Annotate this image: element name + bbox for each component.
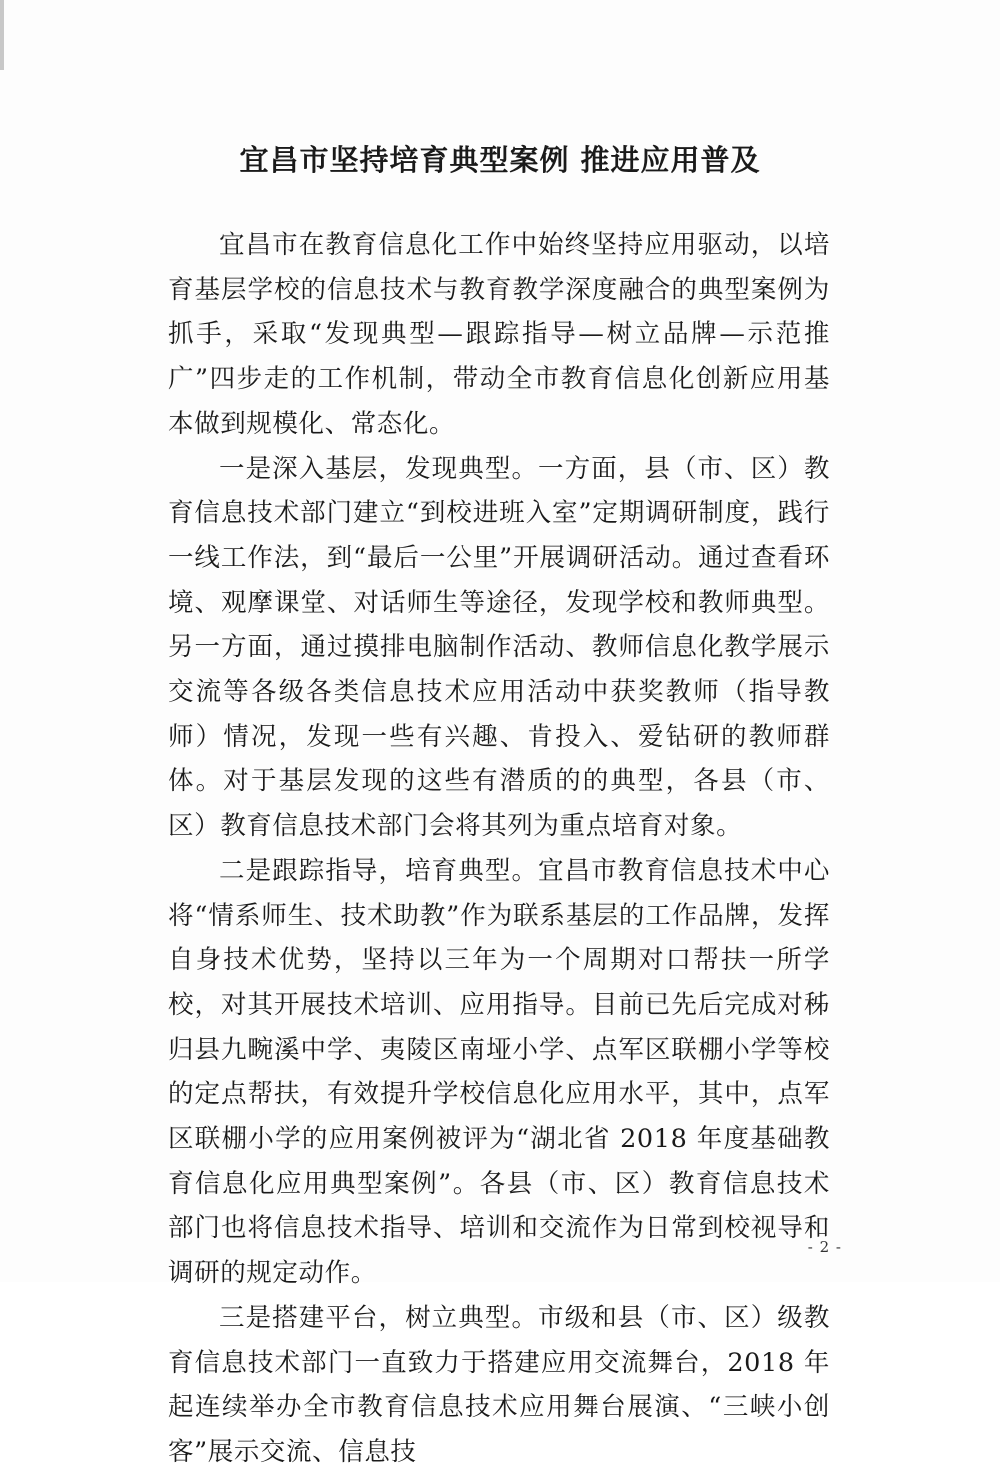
document-body [168, 223, 830, 1475]
document-title: 宜昌市坚持培育典型案例 推进应用普及 [239, 143, 761, 177]
page-number: - 2 - [807, 1238, 842, 1256]
paragraph-intro: 宜昌市在教育信息化工作中始终坚持应用驱动，以培育基层学校的信息技术与教育教学深度融合的典型案例为抓手，采取“发现典型—跟踪指导—树立品牌—示范推广”四步走的工作机制，带动全市教育信息化创新应用基本做到规模化、常态化。 [168, 230, 830, 439]
paragraph-discover-typical: 一是深入基层，发现典型。一方面，县（市、区）教育信息技术部门建立“到校进班入室”定期调研制度，践行一线工作法，到“最后一公里”开展调研活动。通过查看环境、观摩课堂、对话师生等途径，发现学校和教师典型。另一方面，通过摸排电脑制作活动、教师信息化教学展示交流等各级各类信息技术应用活动中获奖教师（指导教师）情况，发现一些有兴趣、肯投入、爱钻研的教师群体。对于基层发现的这些有潜质的的典型，各县（市、区）教育信息技术部门会将其列为重点培育对象。 [168, 453, 830, 842]
scan-edge-mark [0, 0, 4, 70]
paragraph-track-guide: 二是跟踪指导，培育典型。宜昌市教育信息技术中心将“情系师生、技术助教”作为联系基层的工作品牌，发挥自身技术优势，坚持以三年为一个周期对口帮扶一所学校，对其开展技术培训、应用指导。目前已先后完成对秭归县九畹溪中学、夷陵区南垭小学、点军区联棚小学等校的定点帮扶，有效提升学校信息化应用水平，其中，点军区联棚小学的应用案例被评为“湖北省 2018 年度基础教育信息化应用典型案例”。各县（市、区）教育信息技术部门也将信息技术指导、培训和交流作为日常到校视导和调研的规定动作。 [168, 855, 830, 1289]
paragraph-build-platform: 三是搭建平台，树立典型。市级和县（市、区）级教育信息技术部门一直致力于搭建应用交流舞台，2018 年起连续举办全市教育信息技术应用舞台展演、“三峡小创客”展示交流、信息技 [168, 1302, 830, 1467]
